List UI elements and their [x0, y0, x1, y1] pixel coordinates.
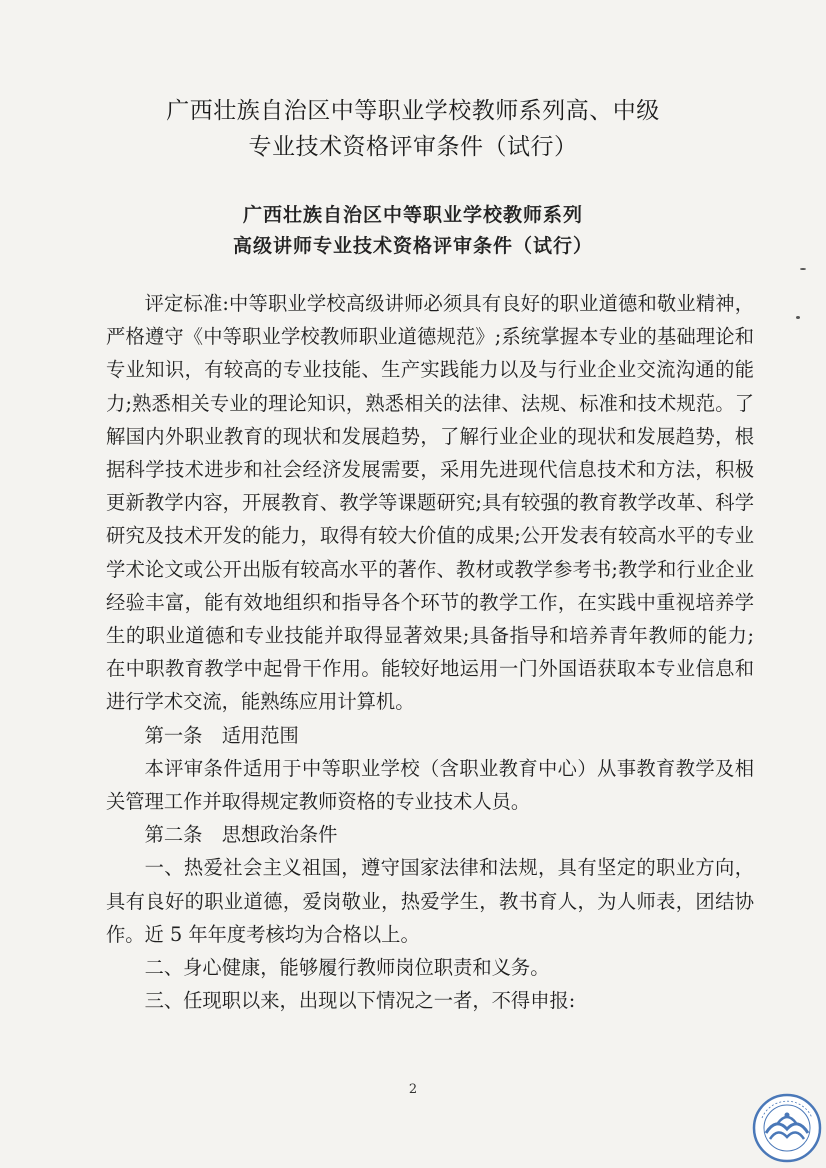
section-title-line-1: 广西壮族自治区中等职业学校教师系列	[242, 204, 583, 226]
school-seal-logo	[752, 1093, 822, 1163]
document-title-line-1: 广西壮族自治区中等职业学校教师系列高、中级	[166, 98, 660, 124]
scan-speck	[796, 316, 800, 319]
section-title-line-2: 高级讲师专业技术资格评审条件（试行）	[232, 235, 593, 257]
paragraph-condition-3: 三、任现职以来，出现以下情况之一者，不得申报:	[144, 989, 576, 1013]
scan-speck	[800, 268, 806, 270]
document-title-line-2: 专业技术资格评审条件（试行）	[248, 134, 578, 160]
page-number: 2	[408, 1082, 418, 1097]
document-body	[106, 287, 754, 1017]
paragraph-condition-2: 二、身心健康，能够履行教师岗位职责和义务。	[144, 956, 550, 980]
paragraph-scope: 本评审条件适用于中等职业学校（含职业教育中心）从事教育教学及相关管理工作并取得规定教师资格的专业技术人员。	[106, 756, 754, 814]
paragraph-condition-1: 一、热爱社会主义祖国，遵守国家法律和法规，具有坚定的职业方向，具有良好的职业道德，爱岗敬业，热爱学生，教书育人，为人师表，团结协作。近 5 年年度考核均为合格以上。	[106, 856, 754, 946]
article-1-heading: 第一条 适用范围	[144, 723, 299, 747]
article-2-heading: 第二条 思想政治条件	[144, 823, 338, 847]
paragraph-evaluation-standard: 评定标准:中等职业学校高级讲师必须具有良好的职业道德和敬业精神，严格遵守《中等职业学校教师职业道德规范》;系统掌握本专业的基础理论和专业知识，有较高的专业技能、生产实践能力以及与行业企业交流沟通的能力;熟悉相关专业的理论知识，熟悉相关的法律、法规、标准和技术规范。了解国内外职业教育的现状和发展趋势，了解行业企业的现状和发展趋势，根据科学技术进步和社会经济发展需要，采用先进现代信息技术和方法，积极更新教学内容，开展教育、教学等课题研究;具有较强的教育教学改革、科学研究及技术开发的能力，取得有较大价值的成果;公开发表有较高水平的专业学术论文或公开出版有较高水平的著作、教材或教学参考书;教学和行业企业经验丰富，能有效地组织和指导各个环节的教学工作，在实践中重视培养学生的职业道德和专业技能并取得显著效果;具备指导和培养青年教师的能力;在中职教育教学中起骨干作用。能较好地运用一门外国语获取本专业信息和进行学术交流，能熟练应用计算机。	[106, 292, 754, 714]
